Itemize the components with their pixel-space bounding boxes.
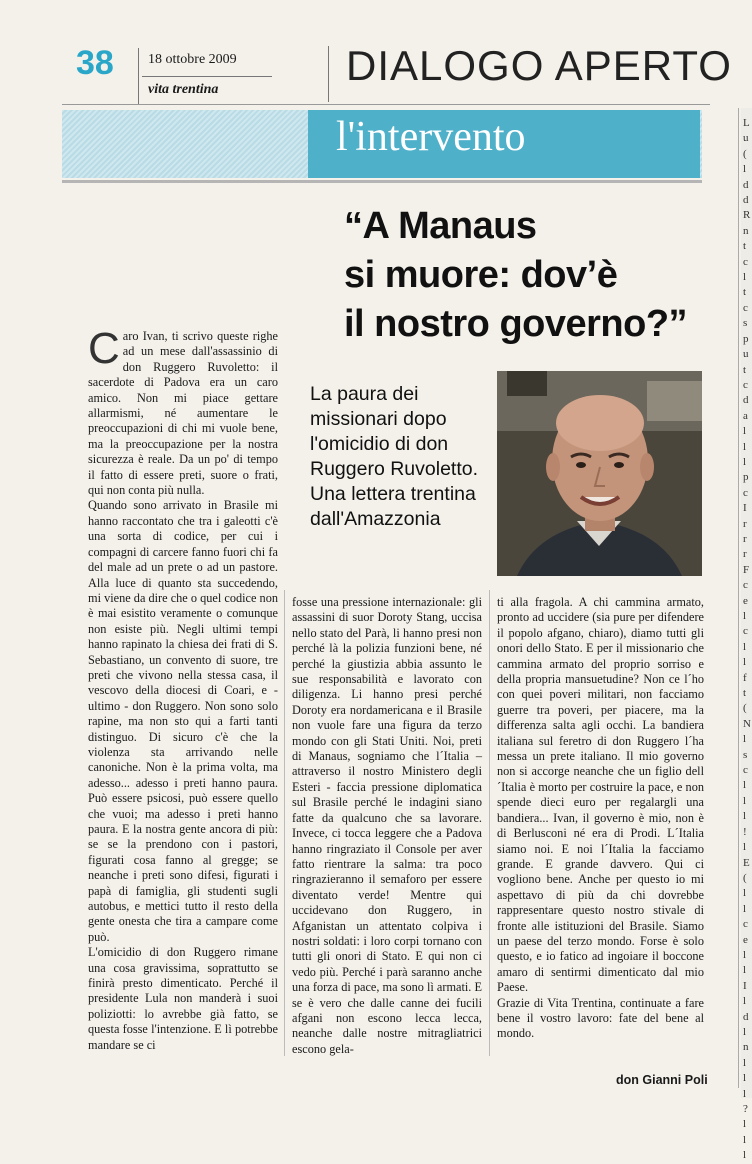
issue-date: 18 ottobre 2009 — [148, 52, 237, 67]
column-rule — [489, 590, 490, 1056]
drop-cap: C — [88, 324, 120, 373]
article-paragraph: aro Ivan, ti scrivo queste righe ad un mese dall'assassinio di don Ruggero Ruvoletto: il sacerdote di Padova era un caro amico. Non mi piace gettare allarmismi, né aumentare le preoccupazioni di chi mi vuole bene, ma la preoccupazione per la nostra sicurezza è reale. Da un po' di tempo il fatto di essere preti, suore o frati, qui non conta più nulla. — [88, 329, 278, 498]
portrait-illustration — [497, 371, 702, 576]
article-paragraph: Grazie di Vita Trentina, continuate a fare bene il vostro lavoro: fate del bene al mondo. — [497, 995, 704, 1041]
article-column-1 — [88, 324, 278, 1053]
article-column-2 — [292, 595, 482, 1057]
page-number: 38 — [76, 44, 114, 82]
banner-rule — [62, 180, 702, 183]
header-rule-small — [142, 76, 272, 77]
article-column-3 — [497, 595, 704, 1042]
header-divider-2 — [328, 46, 329, 102]
edge-column-rule — [738, 108, 739, 1088]
header-divider — [138, 48, 139, 104]
article-paragraph: fosse una pressione internazionale: gli assassini di suor Doroty Stang, uccisa nello stato del Parà, li hanno presi non perché là la polizia funzioni bene, né perché la giustizia abbia assunto le sue responsabilità e lavorato con diligenza. Li hanno presi perché Doroty era nordamericana e il Brasile non vuole fare una figura da terzo mondo con gli Stati Uniti. Noi, preti di Manaus, sogniamo che l´Italia – attraverso il nostro Ministero degli Esteri - faccia pressione diplomatica sul Brasile perché le indagini siano fatte da qualcuno che sa lavorare. Invece, ci tocca leggere che a Padova hanno ringraziato il Console per aver fatto rientrare la salma: tra poco ringrazieranno il semaforo per essere diventato verde! Mentre qui uccidevano don Ruggero, in Afganistan un attentato colpiva i nostri soldati: i loro corpi tornano con tutti gli onori di Stato. E qui non ci vedo più. Perché i parà saranno anche una forza di pace, ma sono lì armati. E se è vero che dalle canne dei fucili afgani non escono lecca lecca, neanche dalle nostre mitragliatrici escono gela- — [292, 595, 482, 1056]
article-headline — [344, 202, 724, 349]
headline-line: si muore: dov’è — [344, 254, 618, 296]
banner-label: l'intervento — [336, 114, 526, 160]
column-rule — [284, 590, 285, 1056]
article-paragraph: L'omicidio di don Ruggero rimane una cosa gravissima, soprattutto se finirà presto dimenticato. Perché il presidente Lula non manderà i suoi poliziotti: lo avrebbe già fatto, se questa fosse l'intenzione. E lì potrebbe mandare se ci — [88, 945, 278, 1052]
header-rule — [62, 104, 710, 105]
publication-name: vita trentina — [148, 82, 219, 97]
adjacent-article-text: L u ( l d d R n t c l t c s p u t c d a l l l p c I r r r F c e l c l l f t ( N l s c l l l ! l E ( l l c e l l I l d l n l l l ? l l l — [743, 117, 751, 1162]
article-subheadline: La paura dei missionari dopo l'omicidio di don Ruggero Ruvoletto. Una lettera trentina dall'Amazzonia — [310, 383, 479, 530]
section-title: DIALOGO APERTO — [346, 42, 732, 89]
author-photo — [497, 371, 702, 576]
author-signature: don Gianni Poli — [616, 1073, 708, 1087]
adjacent-article-fragment — [741, 108, 752, 1162]
headline-line: il nostro governo?” — [344, 303, 688, 345]
headline-line: “A Manaus — [344, 205, 537, 247]
article-paragraph: Quando sono arrivato in Brasile mi hanno raccontato che tra i galeotti c'è una sorta di codice, per cui i compagni di carcere fanno fuori chi fa del male ad un prete o ad un pastore. Alla luce di quanto sta succedendo, mi viene da dire che o quel codice non è mai esistito veramente o comunque non esiste più. Negli ultimi tempi hanno rapinato la chiesa dei frati di S. Sebastiano, un convento di suore, tre preti che vivono nella stessa casa, il vescovo della diocesi di Coari, e - ultimo - don Ruggero. Non sono solo rapine, ma non sto qui a farti tanti distinguo. Di sicuro c'è che la violenza sta arrivando nelle canoniche. Non è la prima volta, ma adesso... adesso i preti hanno paura. Può essere psicosi, può essere quello che vuoi; ma adesso i preti hanno paura. E la nostra gente ancora di più: se se la prendono con i pastori, figurati cosa fanno al gregge; se neanche i preti sono difesi, figurati i papà di famiglia, gli studenti sugli autobus, e mettici tutto il resto della gente onesta che tira a campare come può. — [88, 498, 278, 944]
article-paragraph: ti alla fragola. A chi cammina armato, pronto ad uccidere (sia pure per difendere il popolo afgano, chiaro), diamo tutti gli onori dello Stato. E per il missionario che cammina armato del proprio sorriso e della propria mansuetudine? Non ce l´ho con quei poveri militari, non facciamo guerre tra poveri, per piacere, ma la differenza salta agli occhi. La bandiera italiana sul feretro di don Ruggero l´ha messa un prete italiano. Il mio governo non si accorge neanche che un figlio dell´Italia è morto per costruire la pace, e non spende dieci euro per regalargli una bandiera... Ivan, il governo è mio, non è di Berlusconi né era di Prodi. L´Italia siamo noi. E noi l´Italia la facciamo grande. E grande davvero. Qui ci vogliono bene. Anche per questo io mi aspettavo di più da chi dovrebbe rappresentare questo nostro stivale di fronte alle istituzioni del Brasile. Siamo un paese del terzo mondo. Forse è solo questo, e io fatico ad ingoiare il boccone amaro di sentirmi dimenticato dal mio Paese. — [497, 595, 704, 995]
